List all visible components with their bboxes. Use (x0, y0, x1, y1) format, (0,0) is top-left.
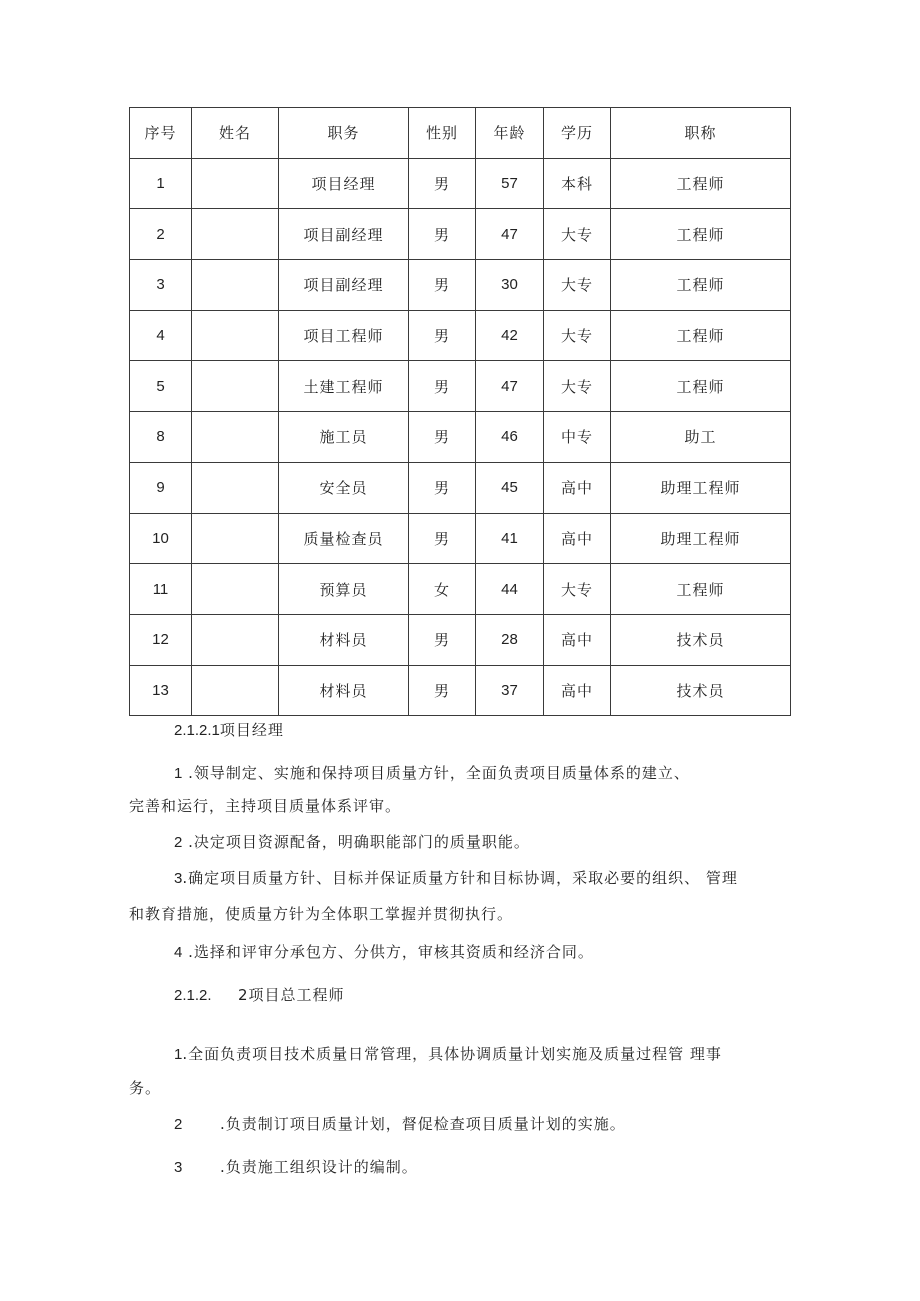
table-row (130, 564, 791, 615)
item-number: 1 (174, 1046, 183, 1063)
header-cell: 年龄 (476, 108, 544, 159)
header-cell: 学历 (544, 108, 611, 159)
cell-age: 28 (476, 614, 544, 665)
cell-title: 技术员 (611, 665, 791, 716)
cell-name (192, 158, 279, 209)
cell-title: 助理工程师 (611, 513, 791, 564)
table-row (130, 260, 791, 311)
cell-education: 本科 (544, 158, 611, 209)
cell-title: 技术员 (611, 614, 791, 665)
cell-name (192, 209, 279, 260)
table-row (130, 158, 791, 209)
cell-name (192, 412, 279, 463)
item-number: 4 (174, 944, 183, 961)
cell-name (192, 462, 279, 513)
cell-position: 土建工程师 (279, 361, 409, 412)
cell-name (192, 665, 279, 716)
cell-gender: 男 (409, 513, 476, 564)
item-number: 3 (174, 870, 183, 887)
item-text: .全面负责项目技术质量日常管理，具体协调质量计划实施及质量过程管 理事 (182, 1045, 722, 1063)
section-heading (174, 984, 345, 1005)
cell-index: 4 (130, 310, 192, 361)
cell-age: 44 (476, 564, 544, 615)
cell-name (192, 260, 279, 311)
section-heading (174, 719, 284, 740)
table-row (130, 412, 791, 463)
header-cell: 职务 (279, 108, 409, 159)
paragraph-line (174, 867, 738, 888)
cell-index: 12 (130, 614, 192, 665)
cell-position: 质量检查员 (279, 513, 409, 564)
header-cell: 职称 (611, 108, 791, 159)
cell-age: 47 (476, 209, 544, 260)
cell-title: 工程师 (611, 361, 791, 412)
cell-age: 45 (476, 462, 544, 513)
cell-title: 工程师 (611, 310, 791, 361)
cell-title: 助工 (611, 412, 791, 463)
cell-education: 中专 (544, 412, 611, 463)
item-number: 2 (174, 1116, 183, 1133)
item-text-continued: 完善和运行，主持项目质量体系评审。 (129, 797, 402, 815)
cell-age: 37 (476, 665, 544, 716)
cell-name (192, 614, 279, 665)
paragraph-line (129, 903, 513, 924)
item-text: .负责施工组织设计的编制。 (220, 1158, 418, 1176)
cell-index: 10 (130, 513, 192, 564)
paragraph-line (174, 1156, 418, 1177)
cell-position: 安全员 (279, 462, 409, 513)
table-row (130, 462, 791, 513)
item-text: .确定项目质量方针、目标并保证质量方针和目标协调，采取必要的组织、 管理 (182, 869, 738, 887)
table-row (130, 361, 791, 412)
cell-name (192, 361, 279, 412)
cell-gender: 男 (409, 209, 476, 260)
cell-position: 项目副经理 (279, 209, 409, 260)
cell-title: 助理工程师 (611, 462, 791, 513)
cell-age: 30 (476, 260, 544, 311)
cell-age: 47 (476, 361, 544, 412)
cell-gender: 男 (409, 310, 476, 361)
cell-name (192, 310, 279, 361)
staff-table (129, 107, 791, 716)
cell-index: 11 (130, 564, 192, 615)
cell-education: 高中 (544, 614, 611, 665)
table-row (130, 614, 791, 665)
cell-gender: 女 (409, 564, 476, 615)
cell-title: 工程师 (611, 158, 791, 209)
cell-education: 大专 (544, 260, 611, 311)
section-number: 2.1.2. (174, 987, 212, 1004)
table-row (130, 310, 791, 361)
paragraph-line (174, 1043, 722, 1064)
cell-position: 项目工程师 (279, 310, 409, 361)
cell-title: 工程师 (611, 564, 791, 615)
cell-education: 高中 (544, 513, 611, 564)
cell-index: 1 (130, 158, 192, 209)
item-text: .领导制定、实施和保持项目质量方针，全面负责项目质量体系的建立、 (188, 764, 690, 782)
cell-gender: 男 (409, 260, 476, 311)
header-cell: 姓名 (192, 108, 279, 159)
cell-position: 材料员 (279, 665, 409, 716)
cell-education: 高中 (544, 665, 611, 716)
cell-index: 13 (130, 665, 192, 716)
header-cell: 性别 (409, 108, 476, 159)
paragraph-line (129, 795, 401, 816)
cell-name (192, 513, 279, 564)
item-text: .选择和评审分承包方、分供方，审核其资质和经济合同。 (188, 943, 594, 961)
cell-title: 工程师 (611, 209, 791, 260)
section-title: 项目经理 (219, 721, 284, 739)
cell-index: 2 (130, 209, 192, 260)
cell-education: 大专 (544, 310, 611, 361)
cell-position: 预算员 (279, 564, 409, 615)
cell-age: 46 (476, 412, 544, 463)
header-cell: 序号 (130, 108, 192, 159)
item-text-continued: 务。 (129, 1079, 162, 1097)
cell-age: 41 (476, 513, 544, 564)
item-text-continued: 和教育措施，使质量方针为全体职工掌握并贯彻执行。 (129, 905, 514, 923)
cell-name (192, 564, 279, 615)
table-row (130, 209, 791, 260)
cell-gender: 男 (409, 361, 476, 412)
table-header-row (130, 108, 791, 159)
cell-gender: 男 (409, 614, 476, 665)
cell-gender: 男 (409, 412, 476, 463)
cell-index: 3 (130, 260, 192, 311)
item-number: 3 (174, 1159, 183, 1176)
item-number: 1 (174, 765, 183, 782)
paragraph-line (174, 762, 690, 783)
cell-education: 大专 (544, 209, 611, 260)
cell-gender: 男 (409, 158, 476, 209)
section-title: 2项目总工程师 (238, 986, 345, 1004)
cell-education: 大专 (544, 361, 611, 412)
cell-position: 项目经理 (279, 158, 409, 209)
paragraph-line (174, 831, 530, 852)
cell-gender: 男 (409, 665, 476, 716)
paragraph-line (174, 1113, 626, 1134)
item-text: .决定项目资源配备，明确职能部门的质量职能。 (188, 833, 530, 851)
cell-age: 42 (476, 310, 544, 361)
cell-age: 57 (476, 158, 544, 209)
cell-position: 施工员 (279, 412, 409, 463)
cell-index: 5 (130, 361, 192, 412)
item-number: 2 (174, 834, 183, 851)
cell-gender: 男 (409, 462, 476, 513)
paragraph-line (129, 1077, 161, 1098)
item-text: .负责制订项目质量计划，督促检查项目质量计划的实施。 (220, 1115, 626, 1133)
cell-position: 项目副经理 (279, 260, 409, 311)
paragraph-line (174, 941, 594, 962)
table-row (130, 513, 791, 564)
section-number: 2.1.2.1 (174, 722, 220, 739)
cell-education: 高中 (544, 462, 611, 513)
cell-title: 工程师 (611, 260, 791, 311)
cell-education: 大专 (544, 564, 611, 615)
cell-position: 材料员 (279, 614, 409, 665)
table-row (130, 665, 791, 716)
cell-index: 8 (130, 412, 192, 463)
cell-index: 9 (130, 462, 192, 513)
